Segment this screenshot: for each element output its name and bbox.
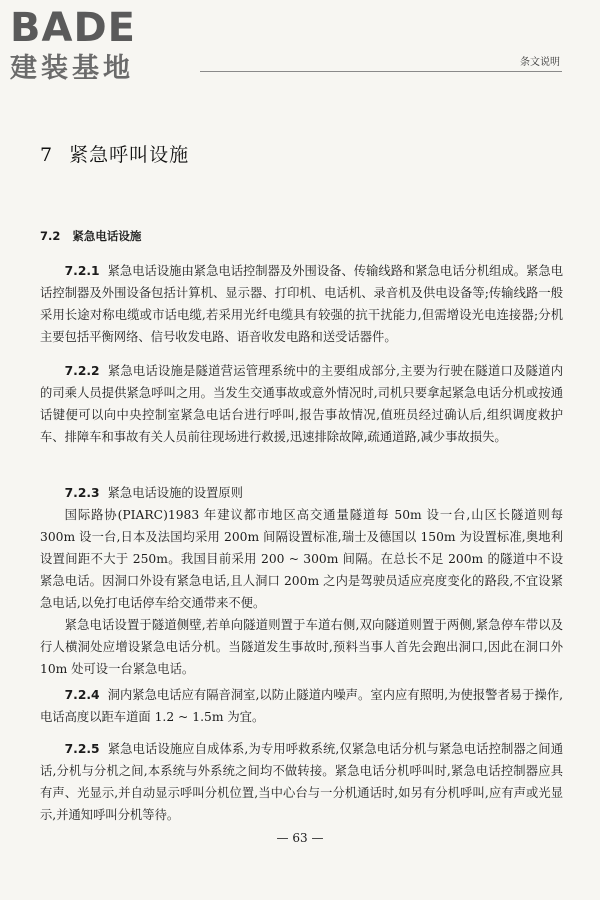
clause-number: 7.2.5	[64, 742, 100, 756]
section-title: 紧急电话设施	[72, 229, 142, 243]
clause-7-2-5	[40, 738, 563, 826]
clause-paragraph: 国际路协(PIARC)1983 年建议都市地区高交通量隧道每 50m 设一台,山区长隧道则每 300m 设一台,日本及法国均采用 200m 间隔设置标准,瑞士及德国以 150m 为设置标准,奥地利设置间距不大于 250m。我国目前采用 200 ~ 300m 间隔。在总长不足 200m 的隧道中不设紧急电话。因洞口外设有紧急电话,且人洞口 200m 之内是驾驶员适应亮度变化的路段,不宜设紧急电话,以免打电话停车给交通带来不便。	[40, 508, 563, 610]
clause-heading-text: 紧急电话设施的设置原则	[107, 486, 243, 500]
clause-number: 7.2.4	[64, 688, 100, 702]
logo-cjk-wordmark: 建装基地	[10, 53, 134, 84]
clause-number: 7.2.1	[64, 264, 100, 278]
clause-7-2-2	[40, 360, 563, 448]
clause-number: 7.2.3	[64, 486, 100, 500]
chapter-title	[40, 140, 189, 167]
logo-latin-wordmark: BADE	[10, 5, 136, 51]
header-rule	[200, 71, 562, 72]
bade-logo	[10, 6, 185, 86]
clause-text: 紧急电话设施由紧急电话控制器及外围设备、传输线路和紧急电话分机组成。紧急电话控制器及外围设备包括计算机、显示器、打印机、电话机、录音机及供电设备等;传输线路一般采用长途对称电缆或市话电缆,若采用光纤电缆具有较强的抗干扰能力,但需增设光电连接器;分机主要包括平衡网络、信号收发电路、语音收发电路和送受话器件。	[40, 264, 563, 344]
clause-text: 紧急电话设施是隧道营运管理系统中的主要组成部分,主要为行驶在隧道口及隧道内的司乘人员提供紧急呼叫之用。当发生交通事故或意外情况时,司机只要拿起紧急电话分机或按通话键便可以向中央控制室紧急电话台进行呼叫,报告事故情况,值班员经过确认后,组织调度救护车、排障车和事故有关人员前往现场进行救援,迅速排除故障,疏通道路,减少事故损失。	[40, 364, 563, 444]
clause-text: 紧急电话设施应自成体系,为专用呼救系统,仅紧急电话分机与紧急电话控制器之间通话,分机与分机之间,本系统与外系统之间均不做转接。紧急电话分机呼叫时,紧急电话控制器应具有声、光显示,并自动显示呼叫分机位置,当中心台与一分机通话时,如另有分机呼叫,应有声或光显示,并通知呼叫分机等待。	[40, 742, 563, 822]
chapter-number: 7	[40, 144, 54, 166]
running-head: 条文说明	[520, 57, 560, 68]
clause-7-2-4	[40, 684, 563, 728]
clause-heading	[40, 482, 563, 504]
section-number: 7.2	[40, 229, 61, 243]
clause-7-2-1	[40, 260, 563, 348]
clause-text: 洞内紧急电话应有隔音洞室,以防止隧道内噪声。室内应有照明,为使报警者易于操作,电话高度以距车道面 1.2 ~ 1.5m 为宜。	[40, 688, 563, 724]
clause-paragraph: 紧急电话设置于隧道侧壁,若单向隧道则置于车道右侧,双向隧道则置于两侧,紧急停车带以及行人横洞处应增设紧急电话分机。当隧道发生事故时,预料当事人首先会跑出洞口,因此在洞口外 10m 处可设一台紧急电话。	[40, 618, 563, 676]
chapter-title-text: 紧急呼叫设施	[69, 144, 190, 166]
clause-number: 7.2.2	[64, 364, 100, 378]
clause-7-2-3	[40, 482, 563, 680]
page-number: — 63 —	[276, 831, 324, 845]
section-heading	[40, 228, 141, 244]
